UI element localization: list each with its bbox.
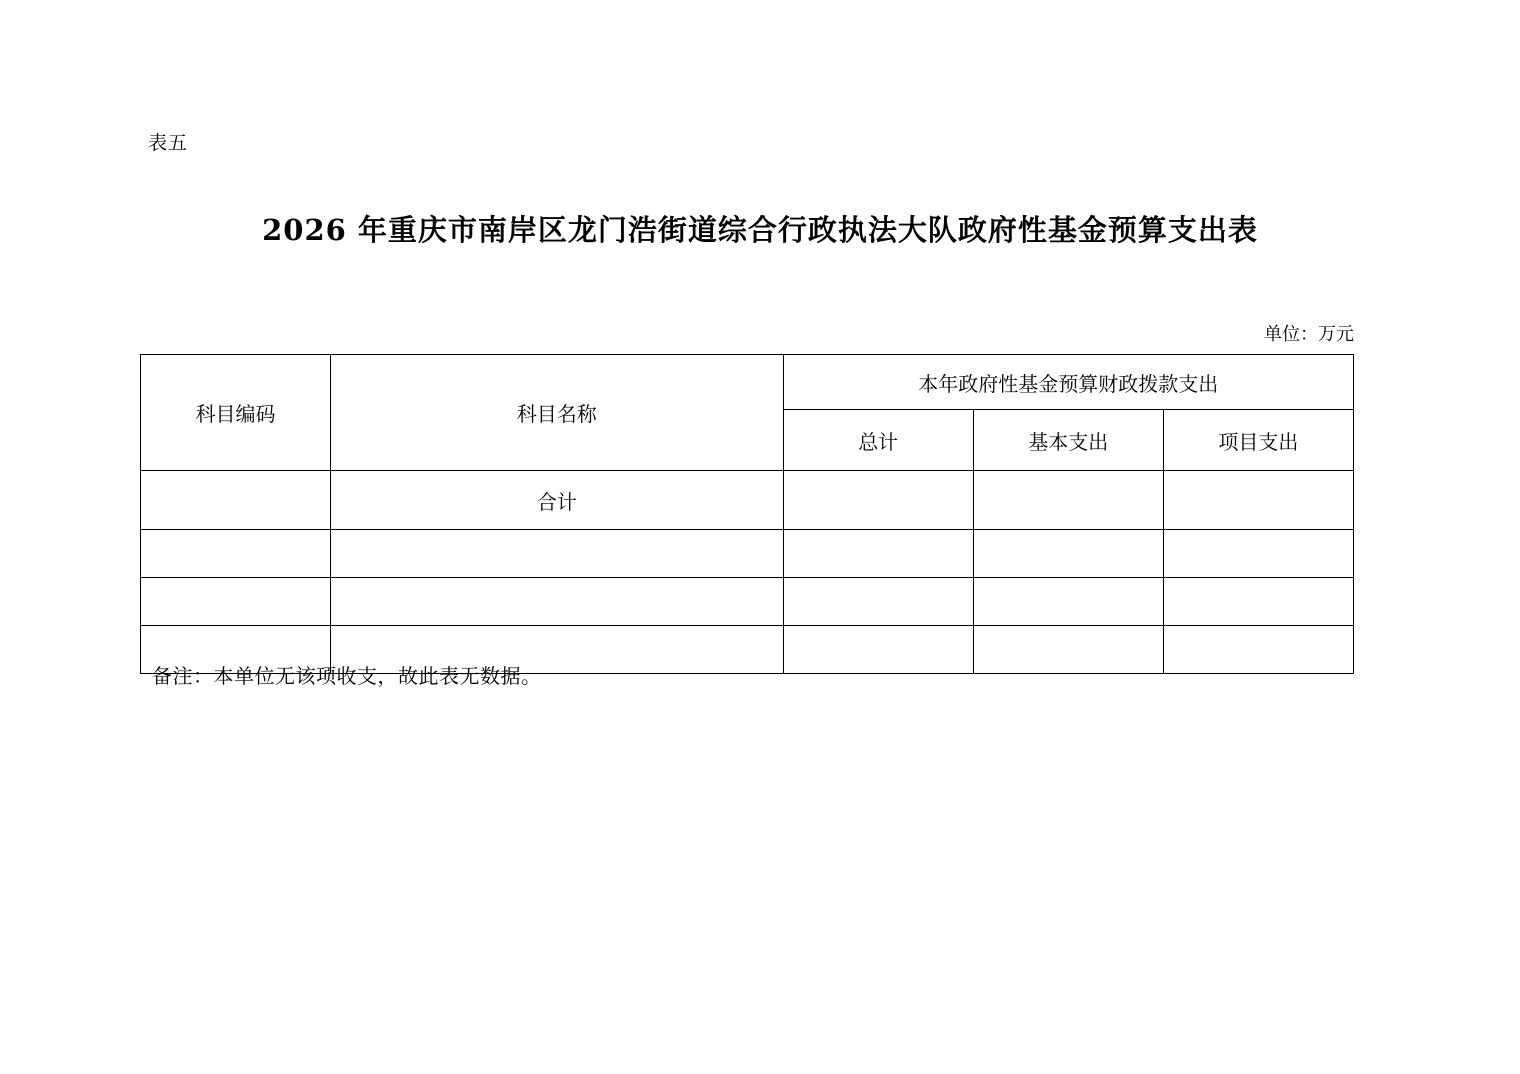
table-row <box>141 530 1354 578</box>
cell-name <box>331 578 783 626</box>
cell-code <box>141 530 331 578</box>
cell-total <box>783 471 973 530</box>
cell-project <box>1163 471 1353 530</box>
table-footnote: 备注：本单位无该项收支，故此表无数据。 <box>152 664 542 688</box>
cell-project <box>1163 530 1353 578</box>
unit-note: 单位：万元 <box>1264 324 1354 345</box>
header-code: 科目编码 <box>141 355 331 471</box>
cell-name <box>331 530 783 578</box>
cell-basic <box>973 530 1163 578</box>
cell-basic <box>973 626 1163 674</box>
header-group-expenditure: 本年政府性基金预算财政拨款支出 <box>783 355 1354 410</box>
cell-basic <box>973 471 1163 530</box>
cell-project <box>1163 626 1353 674</box>
budget-table <box>140 354 1354 674</box>
cell-project <box>1163 578 1353 626</box>
header-basic: 基本支出 <box>973 410 1163 471</box>
table-row <box>141 578 1354 626</box>
sheet-label: 表五 <box>148 132 189 154</box>
cell-total <box>783 626 973 674</box>
cell-total <box>783 530 973 578</box>
cell-total <box>783 578 973 626</box>
header-project: 项目支出 <box>1163 410 1353 471</box>
table-header-row-group <box>141 355 1354 410</box>
page-title: 2026 年重庆市南岸区龙门浩街道综合行政执法大队政府性基金预算支出表 <box>262 213 1258 247</box>
cell-basic <box>973 578 1163 626</box>
cell-code <box>141 578 331 626</box>
table-row <box>141 471 1354 530</box>
header-total: 总计 <box>783 410 973 471</box>
cell-name: 合计 <box>331 471 783 530</box>
cell-code <box>141 471 331 530</box>
header-name: 科目名称 <box>331 355 783 471</box>
